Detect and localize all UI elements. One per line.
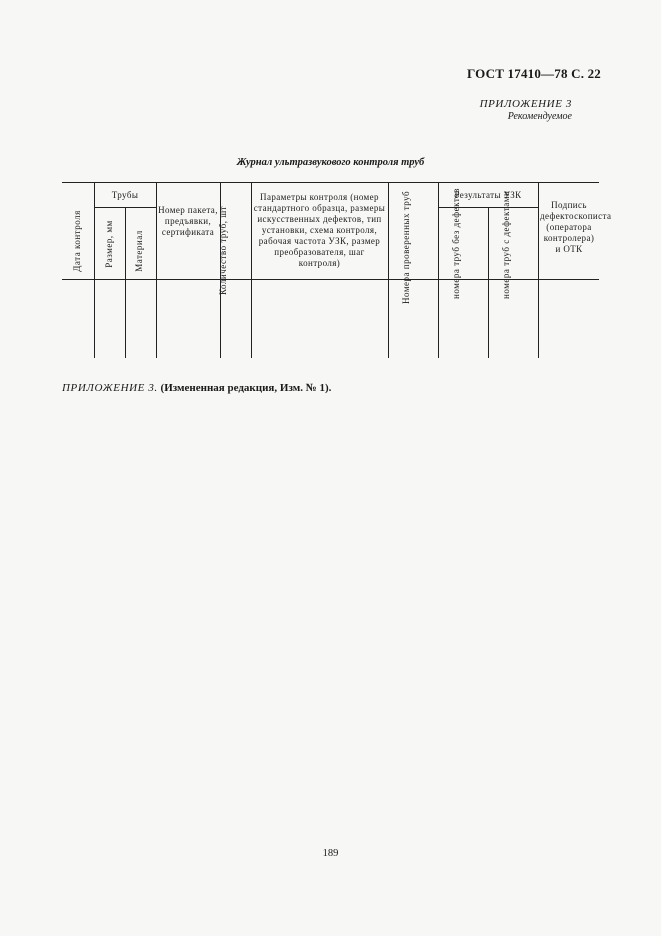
col-pipes-group: Трубы	[111, 190, 139, 200]
col-divider	[156, 182, 157, 358]
col-material: Материал	[134, 230, 144, 272]
col-divider	[538, 182, 539, 358]
col-divider	[94, 182, 95, 358]
document-header: ГОСТ 17410—78 С. 22	[467, 66, 601, 81]
col-checked: Номера проверенных труб	[401, 190, 411, 304]
amendment-note	[62, 382, 331, 394]
appendix-title: ПРИЛОЖЕНИЕ 3	[479, 98, 572, 110]
col-no-defects: номера труб без дефектов	[451, 188, 461, 299]
col-divider	[125, 207, 126, 358]
col-size: Размер, мм	[104, 220, 114, 268]
col-divider	[438, 182, 439, 358]
table-top-border	[62, 182, 599, 183]
col-results-group: Результаты УЗК	[454, 190, 522, 200]
col-package: Номер пакета, предъявки, сертификата	[158, 205, 218, 237]
col-divider	[251, 182, 252, 358]
appendix-note: Рекомендуемое	[507, 111, 572, 122]
col-divider	[488, 207, 489, 358]
col-divider	[388, 182, 389, 358]
amendment-text: (Измененная редакция, Изм. № 1).	[160, 382, 332, 394]
table-title: Журнал ультразвукового контроля труб	[236, 157, 425, 168]
col-params: Параметры контроля (номер стандартного образца, размеры искусственных дефектов, тип установки, схема контроля, рабочая частота УЗК, размер преобразователя, шаг контроля)	[253, 192, 386, 268]
col-with-defects: номера труб с дефектами	[501, 190, 511, 299]
page-number: 189	[322, 848, 339, 859]
col-date: Дата контроля	[72, 210, 82, 272]
amendment-ref: ПРИЛОЖЕНИЕ 3.	[62, 382, 158, 394]
col-signature: Подпись дефектоскописта (оператора контролера) и ОТК	[540, 200, 612, 254]
col-count: Количество труб, шт	[218, 205, 228, 295]
